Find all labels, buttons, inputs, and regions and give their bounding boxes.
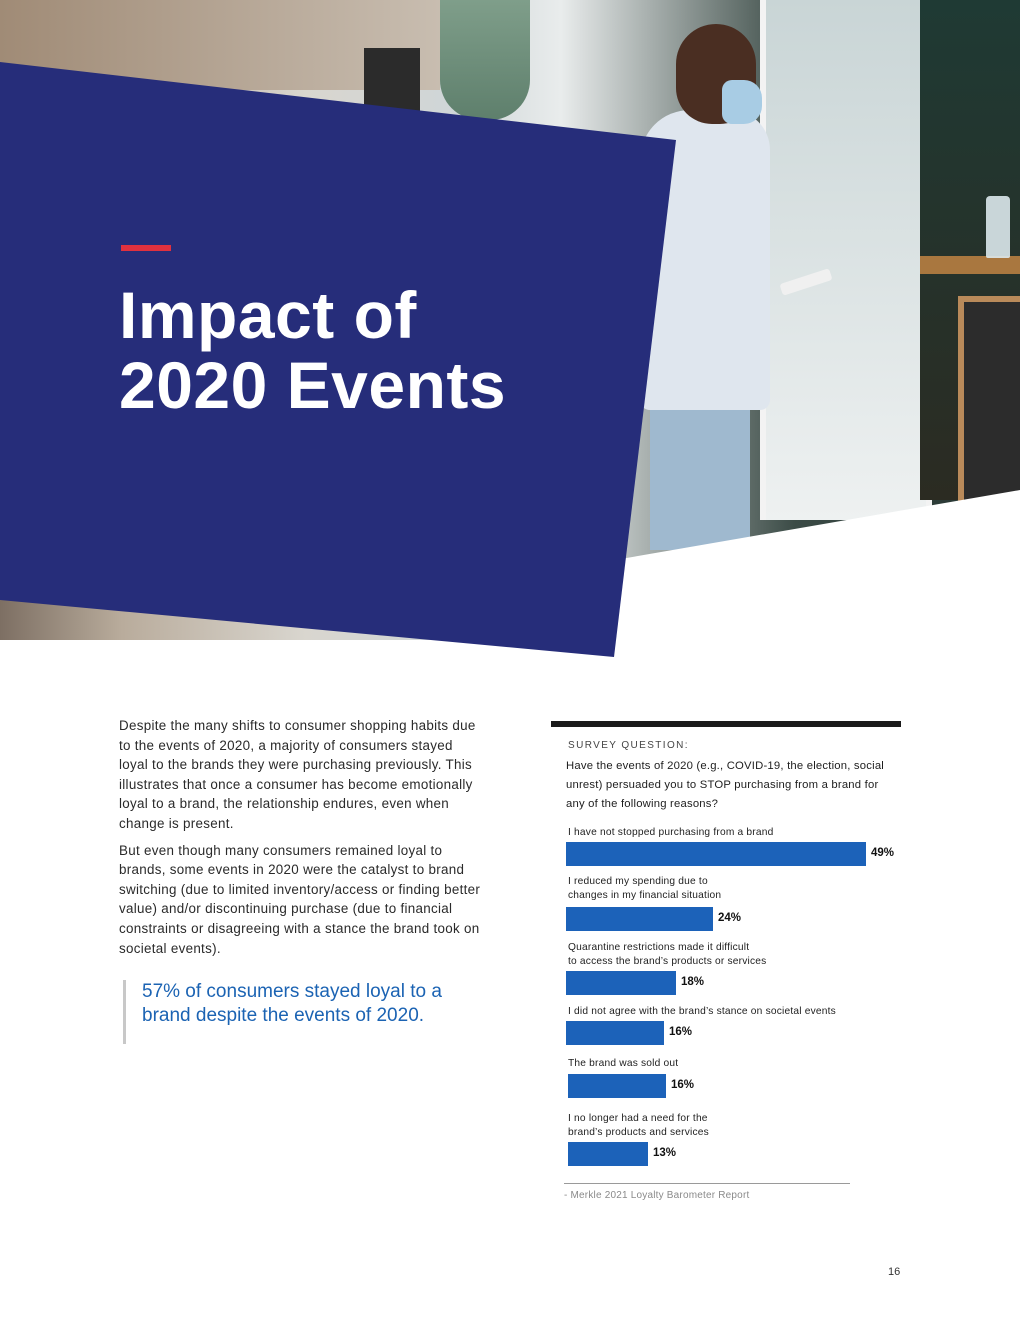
survey-label: SURVEY QUESTION:: [568, 740, 689, 751]
bar-label: [568, 875, 888, 903]
bar: [566, 907, 713, 931]
bar: [568, 1142, 648, 1166]
body-copy: [119, 716, 481, 965]
bar-label: [568, 826, 888, 840]
bar-label-line: I no longer had a need for the: [568, 1113, 708, 1124]
page-number: 16: [888, 1266, 901, 1278]
bar-label-line: changes in my financial situation: [568, 890, 722, 901]
bar-label: [568, 1005, 888, 1019]
bar: [568, 1074, 666, 1098]
page-title: [119, 280, 639, 420]
bar-value-label: 49%: [871, 847, 895, 859]
bar-label-line: Quarantine restrictions made it difficult: [568, 942, 750, 953]
survey-question: Have the events of 2020 (e.g., COVID-19, the election, social unrest) persuaded you to STOP purchasing from a brand for any of the following reasons?: [566, 760, 885, 810]
bar-value-label: 16%: [671, 1079, 695, 1091]
bar-label-line: The brand was sold out: [568, 1058, 679, 1069]
bar-label: [568, 1112, 888, 1140]
source-rule: [564, 1183, 850, 1184]
page-title-line-1: Impact of: [119, 278, 417, 352]
bar-label: [568, 941, 888, 969]
survey-top-rule: [551, 721, 901, 727]
bar-label: [568, 1057, 888, 1071]
source-citation: - Merkle 2021 Loyalty Barometer Report: [564, 1190, 750, 1201]
bar-label-line: I did not agree with the brand’s stance on societal events: [568, 1006, 836, 1017]
bar-label-line: I have not stopped purchasing from a brand: [568, 827, 774, 838]
bar: [566, 842, 866, 866]
bar-label-line: brand’s products and services: [568, 1127, 709, 1138]
bar-value-label: 18%: [681, 976, 705, 988]
body-paragraph-2: But even though many consumers remained loyal to brands, some events in 2020 were the catalyst to brand switching (due to limited inventory/access or finding better value) and/or discontinuing purchase (due to financial constraints or disagreeing with a stance the brand took on societal events).: [119, 842, 481, 956]
bar-value-label: 16%: [669, 1026, 693, 1038]
bar-label-line: to access the brand’s products or services: [568, 956, 767, 967]
page-title-line-2: 2020 Events: [119, 348, 507, 422]
bar-value-label: 13%: [653, 1147, 677, 1159]
bar-label-line: I reduced my spending due to: [568, 876, 708, 887]
body-paragraph-1: Despite the many shifts to consumer shopping habits due to the events of 2020, a majority of consumers stayed loyal to the brands they were purchasing previously. This illustrates that once a consumer has become emotionally loyal to a brand, the relationship endures, even when change is present.: [119, 718, 476, 831]
bar: [566, 971, 676, 995]
bar-value-label: 24%: [718, 912, 742, 924]
pull-quote-text: 57% of consumers stayed loyal to a brand despite the events of 2020.: [142, 981, 442, 1026]
bar: [566, 1021, 664, 1045]
pull-quote: [123, 980, 442, 1044]
title-accent-bar: [121, 245, 171, 251]
